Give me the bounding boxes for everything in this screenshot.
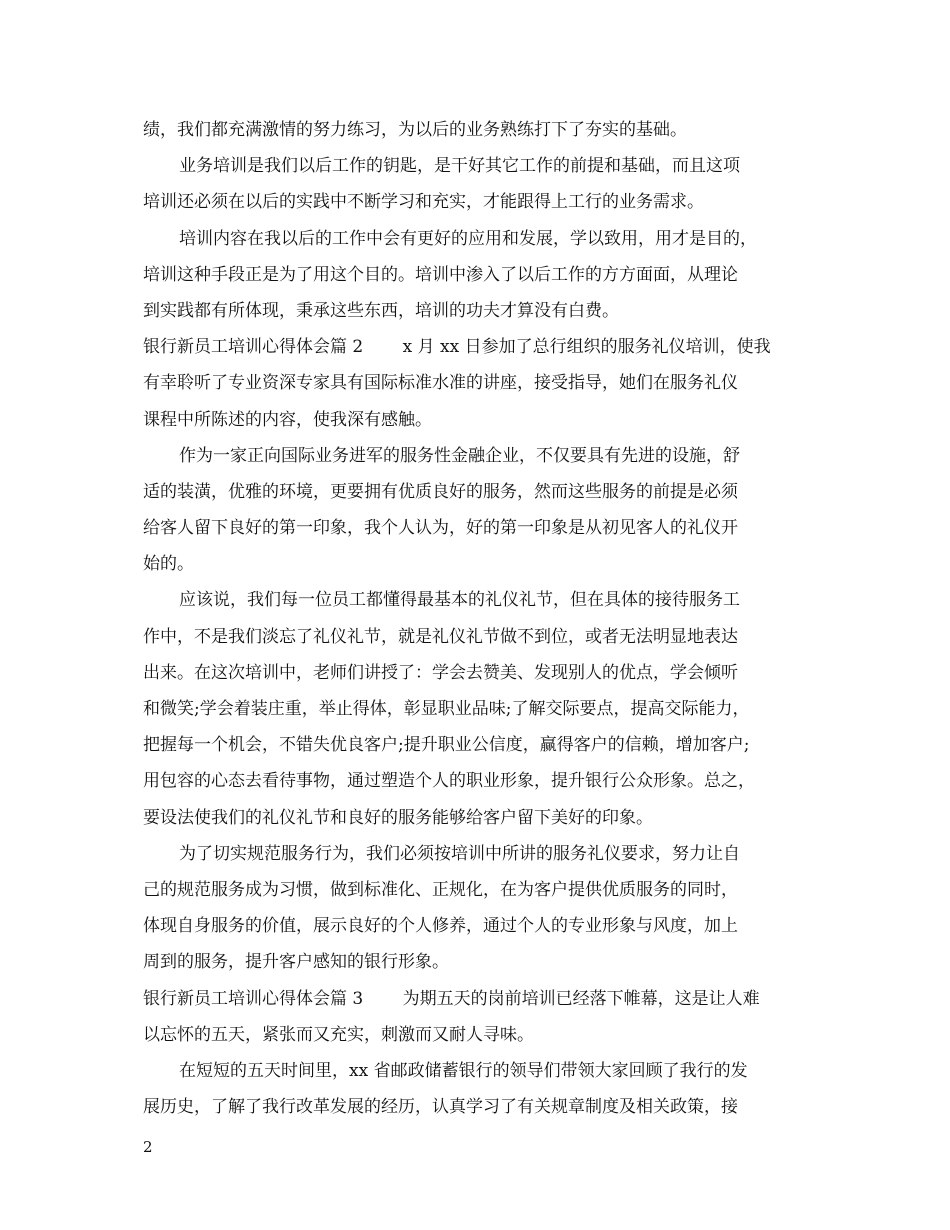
text-line: 展历史，了解了我行改革发展的经历，认真学习了有关规章制度及相关政策，接 bbox=[143, 1097, 738, 1118]
body-text bbox=[143, 112, 811, 1125]
text-line: 课程中所陈述的内容，使我深有感触。 bbox=[143, 409, 432, 430]
text-line: 培训这种手段正是为了用这个目的。培训中渗入了以后工作的方方面面，从理论 bbox=[143, 264, 738, 285]
text-line: 在短短的五天时间里，xx 省邮政储蓄银行的领导们带领大家回顾了我行的发 bbox=[179, 1060, 748, 1081]
text-line: 培训还必须在以后的实践中不断学习和充实，才能跟得上工行的业务需求。 bbox=[143, 192, 704, 213]
text-line: 出来。在这次培训中，老师们讲授了：学会去赞美、发现别人的优点，学会倾听 bbox=[143, 662, 738, 683]
text-line: 以忘怀的五天，紧张而又充实，刺激而又耐人寻味。 bbox=[143, 1024, 534, 1045]
text-line: 作为一家正向国际业务进军的服务性金融企业，不仅要具有先进的设施，舒 bbox=[179, 445, 740, 466]
text-line: 己的规范服务成为习惯，做到标准化、正规化，在为客户提供优质服务的同时， bbox=[143, 879, 738, 900]
text-line: 绩，我们都充满激情的努力练习，为以后的业务熟练打下了夯实的基础。 bbox=[143, 120, 687, 140]
text-line: 应该说，我们每一位员工都懂得最基本的礼仪礼节，但在具体的接待服务工 bbox=[179, 590, 740, 611]
text-line: 业务培训是我们以后工作的钥匙，是干好其它工作的前提和基础，而且这项 bbox=[179, 156, 740, 177]
text-line: 有幸聆听了专业资深专家具有国际标准水准的讲座，接受指导，她们在服务礼仪 bbox=[143, 373, 738, 394]
text-line: 作中，不是我们淡忘了礼仪礼节，就是礼仪礼节做不到位，或者无法明显地表达 bbox=[143, 626, 738, 647]
text-line: 适的装潢，优雅的环境，更要拥有优质良好的服务，然而这些服务的前提是必须 bbox=[143, 481, 738, 502]
text-line: 始的。 bbox=[143, 554, 194, 575]
text-line: 培训内容在我以后的工作中会有更好的应用和发展，学以致用，用才是目的， bbox=[179, 228, 757, 249]
text-line: 用包容的心态去看待事物，通过塑造个人的职业形象，提升银行公众形象。总之， bbox=[143, 771, 755, 792]
text-line: 银行新员工培训心得体会篇 2 x 月 xx 日参加了总行组织的服务礼仪培训，使我 bbox=[143, 337, 771, 358]
text-line: 给客人留下良好的第一印象，我个人认为，好的第一印象是从初见客人的礼仪开 bbox=[143, 518, 738, 539]
text-line: 到实践都有所体现，秉承这些东西，培训的功夫才算没有白费。 bbox=[143, 300, 619, 321]
text-line: 银行新员工培训心得体会篇 3 为期五天的岗前培训已经落下帷幕，这是让人难 bbox=[143, 988, 760, 1009]
text-line: 为了切实规范服务行为，我们必须按培训中所讲的服务礼仪要求，努力让自 bbox=[179, 843, 740, 864]
text-line: 要设法使我们的礼仪礼节和良好的服务能够给客户留下美好的印象。 bbox=[143, 807, 653, 828]
text-line: 和微笑;学会着装庄重，举止得体，彰显职业品味;了解交际要点，提高交际能力， bbox=[143, 699, 750, 719]
text-line: 周到的服务，提升客户感知的银行形象。 bbox=[143, 952, 449, 973]
text-line: 把握每一个机会，不错失优良客户;提升职业公信度，赢得客户的信赖，增加客户; bbox=[143, 735, 750, 756]
text-line: 体现自身服务的价值，展示良好的个人修养，通过个人的专业形象与风度，加上 bbox=[143, 916, 738, 937]
page-number: 2 bbox=[143, 1138, 153, 1156]
